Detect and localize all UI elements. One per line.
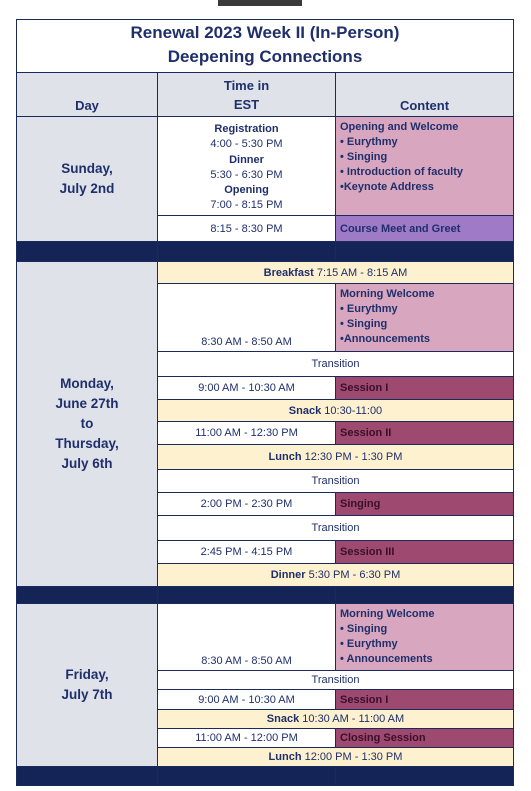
opening-label: Opening <box>224 184 269 197</box>
registration-time: 4:00 - 5:30 PM <box>210 138 283 151</box>
list-item: • Announcements <box>340 653 433 665</box>
list-item: • Introduction of faculty <box>340 166 464 178</box>
sunday-dinner-time: 5:30 - 6:30 PM <box>210 168 283 181</box>
friday-session1 <box>336 690 514 710</box>
friday-welcome-content <box>336 604 514 671</box>
header-time <box>158 72 336 117</box>
session3-time-text: 2:45 PM - 4:15 PM <box>200 546 293 558</box>
session3-time <box>158 541 336 564</box>
dinner-time: 5:30 PM - 6:30 PM <box>305 569 401 581</box>
separator <box>158 587 336 604</box>
friday-lunch-label: Lunch <box>268 751 302 763</box>
meet-greet-content <box>336 216 514 242</box>
list-item: Morning Welcome <box>340 608 435 620</box>
weekday-welcome-time <box>158 284 336 352</box>
breakfast-time: 7:15 AM - 8:15 AM <box>313 266 408 279</box>
session1-text: Session I <box>340 382 389 394</box>
friday-session1-text: Session I <box>340 693 389 706</box>
lunch-label: Lunch <box>268 451 302 463</box>
session2 <box>336 422 514 445</box>
singing-time-text: 2:00 PM - 2:30 PM <box>200 498 293 510</box>
list-item: •Announcements <box>340 333 431 345</box>
lunch-time: 12:30 PM - 1:30 PM <box>301 451 403 463</box>
friday-snack-time: 10:30 AM - 11:00 AM <box>299 713 405 725</box>
day-friday-line2: July 7th <box>61 687 113 702</box>
closing-time <box>158 729 336 748</box>
meet-greet-text: Course Meet and Greet <box>340 222 461 235</box>
friday-snack-label: Snack <box>266 713 300 725</box>
friday-session1-time <box>158 690 336 710</box>
opening-time: 7:00 - 8:15 PM <box>210 199 283 212</box>
separator <box>336 767 514 786</box>
header-time-line1: Time in <box>223 78 270 93</box>
session1-time-text: 9:00 AM - 10:30 AM <box>198 382 295 394</box>
registration-label: Registration <box>214 123 279 135</box>
lunch-row <box>158 445 514 470</box>
singing-session <box>336 493 514 516</box>
sunday-content <box>336 117 514 216</box>
separator <box>16 242 158 262</box>
snack-time: 10:30-11:00 <box>321 404 383 417</box>
meet-greet-time-text: 8:15 - 8:30 PM <box>210 222 283 235</box>
singing-text: Singing <box>340 498 381 510</box>
transition-row <box>158 352 514 377</box>
friday-welcome-time <box>158 604 336 671</box>
header-time-line2: EST <box>233 97 260 112</box>
meet-greet-time <box>158 216 336 242</box>
sunday-times <box>158 117 336 216</box>
closing-time-text: 11:00 AM - 12:00 PM <box>195 732 298 744</box>
closing-session <box>336 729 514 748</box>
list-item: • Eurythmy <box>340 303 398 315</box>
dinner-label: Dinner <box>270 569 306 581</box>
title-line-1: Renewal 2023 Week II (In-Person) <box>130 23 400 42</box>
session2-text: Session II <box>340 427 392 439</box>
schedule-title <box>16 19 514 69</box>
day-weekday-line5: July 6th <box>61 456 113 471</box>
session1-time <box>158 377 336 400</box>
day-weekday-line1: Monday, <box>60 376 114 391</box>
separator <box>336 587 514 604</box>
title-line-2: Deepening Connections <box>167 47 363 66</box>
friday-lunch-time: 12:00 PM - 1:30 PM <box>301 751 403 763</box>
breakfast-label: Breakfast <box>263 266 314 279</box>
session3-text: Session III <box>340 546 395 558</box>
window-top-bar <box>218 0 302 6</box>
header-content-label: Content <box>399 98 450 113</box>
sunday-dinner-label: Dinner <box>229 153 264 166</box>
weekday-welcome-content <box>336 284 514 352</box>
list-item: • Singing <box>340 318 388 330</box>
singing-time <box>158 493 336 516</box>
friday-snack-row <box>158 710 514 729</box>
list-item: • Singing <box>340 151 388 163</box>
list-item: • Eurythmy <box>340 136 398 148</box>
friday-lunch-row <box>158 748 514 767</box>
session1 <box>336 377 514 400</box>
header-day <box>16 72 158 117</box>
list-item: Opening and Welcome <box>340 121 459 133</box>
header-content <box>336 72 514 117</box>
separator <box>158 242 336 262</box>
list-item: • Singing <box>340 623 388 635</box>
day-weekday-line4: Thursday, <box>55 436 119 451</box>
weekday-welcome-time-text: 8:30 AM - 8:50 AM <box>201 336 292 348</box>
day-friday <box>16 604 158 767</box>
separator <box>336 242 514 262</box>
header-day-label: Day <box>75 98 99 113</box>
list-item: Morning Welcome <box>340 288 435 300</box>
transition-text: Transition <box>311 522 360 534</box>
session2-time <box>158 422 336 445</box>
separator <box>16 767 158 786</box>
list-item: •Keynote Address <box>340 181 434 193</box>
transition-row <box>158 671 514 690</box>
day-weekday-line3: to <box>80 416 94 431</box>
snack-row <box>158 400 514 422</box>
day-friday-line1: Friday, <box>65 667 109 682</box>
day-monday-thursday <box>16 262 158 587</box>
separator <box>16 587 158 604</box>
transition-row <box>158 516 514 541</box>
dinner-row <box>158 564 514 587</box>
session3 <box>336 541 514 564</box>
list-item: • Eurythmy <box>340 638 398 650</box>
snack-label: Snack <box>288 404 322 417</box>
transition-text: Transition <box>311 475 360 487</box>
friday-session1-time-text: 9:00 AM - 10:30 AM <box>198 693 295 706</box>
day-weekday-line2: June 27th <box>55 396 119 411</box>
closing-session-text: Closing Session <box>340 732 426 744</box>
transition-text: Transition <box>311 674 360 686</box>
day-sunday-line1: Sunday, <box>61 161 113 176</box>
separator <box>158 767 336 786</box>
breakfast-row <box>158 262 514 284</box>
transition-text: Transition <box>311 358 360 370</box>
day-sunday <box>16 117 158 242</box>
friday-welcome-time-text: 8:30 AM - 8:50 AM <box>201 655 292 667</box>
transition-row <box>158 470 514 493</box>
session2-time-text: 11:00 AM - 12:30 PM <box>195 427 298 439</box>
day-sunday-line2: July 2nd <box>59 181 115 196</box>
